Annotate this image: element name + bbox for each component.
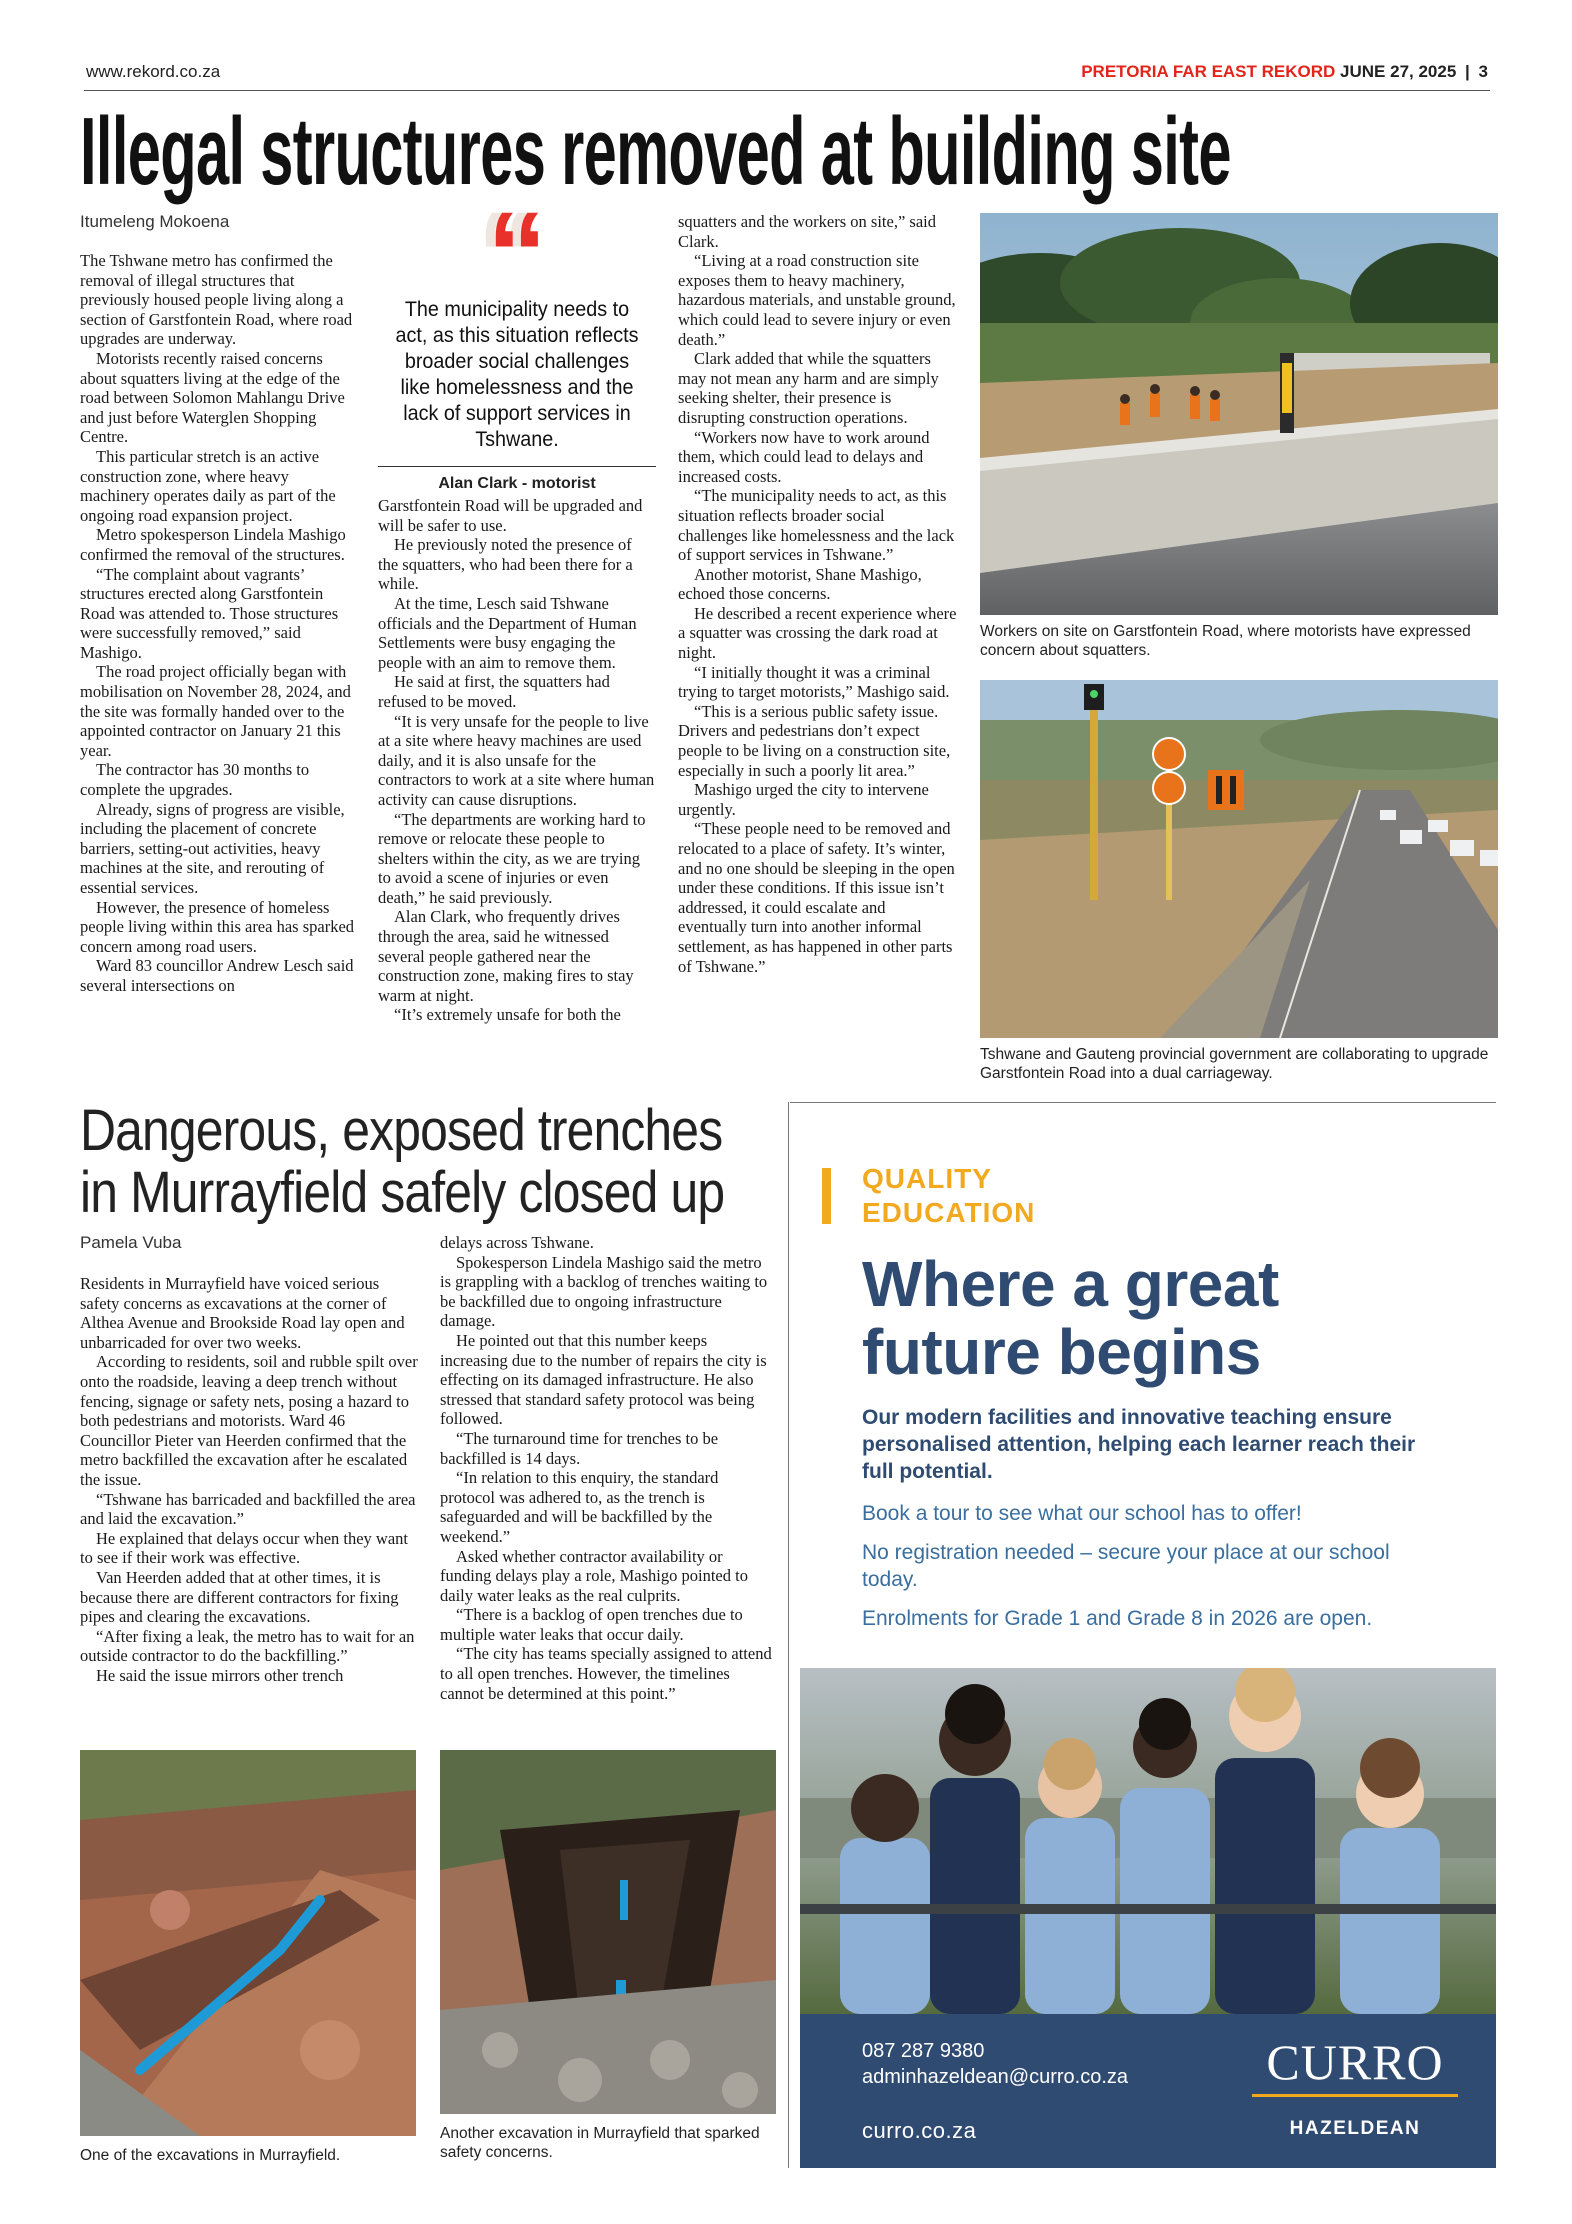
logo-rule — [1252, 2094, 1458, 2097]
paragraph: “In relation to this enquiry, the standard protocol was adhered to, as the trench is safeguarded and will be backfilled by the weekend.” — [440, 1468, 719, 1546]
photo-caption: Another excavation in Murrayfield that sparked safety concerns. — [440, 2125, 760, 2161]
publication-name: PRETORIA FAR EAST REKORD — [1081, 62, 1336, 81]
paragraph: Motorists recently raised concerns about squatters living at the edge of the road between Solomon Mahlangu Drive and just before Waterglen Shopping Centre. — [80, 348, 345, 447]
paragraph: He explained that delays occur when they want to see if their work was effective. — [80, 1528, 409, 1568]
paragraph: He previously noted the presence of the squatters, who had been there for a while. — [378, 535, 633, 594]
photo-road-traffic — [980, 680, 1498, 1038]
paragraph: He said at first, the squatters had refused to be moved. — [378, 672, 610, 711]
ad-footer — [800, 2014, 1496, 2168]
ad-email[interactable]: adminhazeldean@curro.co.za — [862, 2066, 1129, 2088]
article2-column-2 — [440, 1233, 776, 1703]
paragraph: “The complaint about vagrants’ structures erected along Garstfontein Road was attended to. Those structures were successfully removed,” said Mashigo. — [80, 564, 339, 662]
ad-eyebrow — [862, 1162, 1035, 1230]
paragraph: This particular stretch is an active construction zone, where heavy machinery operates daily as part of the ongoing road expansion project. — [80, 446, 336, 525]
ad-headline — [862, 1250, 1279, 1386]
headline-line: Dangerous, exposed trenches — [80, 1098, 723, 1163]
paragraph: Ward 83 councillor Andrew Lesch said several intersections on — [80, 956, 354, 995]
paragraph: Residents in Murrayfield have voiced serious safety concerns as excavations at the corner of Althea Avenue and Brookside Road lay open and unbarricaded for over two weeks. — [80, 1274, 405, 1352]
pullquote-rule — [378, 466, 656, 467]
paragraph: “These people need to be removed and relocated to a place of safety. It’s winter, and no one should be sleeping in the open under these conditions. If this issue isn’t addressed, it could escalate and eventually turn into another informal settlement, as has happened in other parts of Tshwane.” — [678, 819, 955, 976]
paragraph: The Tshwane metro has confirmed the removal of illegal structures that previously housed people living along a section of Garstfontein Road, where road upgrades are underway. — [80, 251, 353, 349]
paragraph: Already, signs of progress are visible, including the placement of concrete barriers, setting-out activities, heavy machines at the site, and rerouting of essential services. — [80, 799, 345, 897]
paragraph: The road project officially began with mobilisation on November 28, 2024, and the site was formally handed over to the appointed contractor on January 21 this year. — [80, 662, 351, 760]
headline-line: future begins — [862, 1316, 1261, 1388]
ad-line: Enrolments for Grade 1 and Grade 8 in 2026 are open. — [862, 1607, 1373, 1630]
headline-line: in Murrayfield safely closed up — [80, 1160, 725, 1225]
article2-byline: Pamela Vuba — [80, 1233, 182, 1252]
curro-logo: CURRO — [1266, 2034, 1444, 2090]
paragraph: “After fixing a leak, the metro has to wait for an outside contractor to do the backfilling.” — [80, 1626, 415, 1666]
pullquote — [378, 187, 656, 493]
paragraph: “It’s extremely unsafe for both the — [394, 1005, 621, 1025]
paragraph: He said the issue mirrors other trench — [96, 1665, 344, 1685]
article-headline: Illegal structures removed at building site — [80, 98, 1231, 205]
paragraph: “There is a backlog of open trenches due to multiple water leaks that occur daily. — [440, 1605, 743, 1644]
paragraph: squatters and the workers on site,” said Clark. — [678, 212, 936, 251]
paragraph: Van Heerden added that at other times, it is because there are different contractors for fixing pipes and clearing the excavations. — [80, 1567, 399, 1627]
photo-caption: One of the excavations in Murrayfield. — [80, 2147, 341, 2164]
paragraph: “Living at a road construction site exposes them to heavy machinery, hazardous materials, and unstable ground, which could lead to severe injury or even death.” — [678, 251, 956, 349]
paragraph: “The city has teams specially assigned to attend to all open trenches. However, the timelines cannot be determined at this point.” — [440, 1644, 772, 1703]
curro-advert[interactable] — [800, 1108, 1496, 2168]
ad-website[interactable]: curro.co.za — [862, 2118, 977, 2143]
paragraph: He pointed out that this number keeps increasing due to the number of repairs the city is effecting on its damaged infrastructure. He also stressed that standard safety protocol was being followed. — [440, 1330, 767, 1429]
paragraph: “The municipality needs to act, as this situation reflects broader social challenges like homelessness and the lack of support services in Tshwane.” — [678, 486, 955, 565]
page-number: 3 — [1478, 62, 1488, 81]
eyebrow-line: EDUCATION — [862, 1197, 1036, 1228]
pullquote-text: The municipality needs to act, as this situation reflects broader social challenges like homelessness and the lack of support services in Tshwane. — [395, 297, 639, 451]
ad-line: No registration needed – secure your place at our school today. — [862, 1541, 1390, 1591]
paragraph: Another motorist, Shane Mashigo, echoed those concerns. — [678, 564, 922, 604]
paragraph: “The departments are working hard to remove or relocate these people to shelters within the city, as we are trying to avoid a scene of injuries or even death,” he said previously. — [378, 809, 646, 907]
pullquote-attribution: Alan Clark - motorist — [438, 475, 596, 492]
paragraph: Mashigo urged the city to intervene urgently. — [678, 780, 929, 819]
paragraph: “Workers now have to work around them, which could lead to delays and increased costs. — [678, 427, 930, 486]
article1-column-2 — [378, 496, 656, 1025]
article1-column-1 — [80, 251, 360, 996]
paragraph: He described a recent experience where a squatter was crossing the dark road at night. — [678, 603, 957, 663]
ad-photo-learners — [800, 1668, 1496, 2014]
article2-headline — [80, 1100, 800, 1224]
issue-date: JUNE 27, 2025 — [1340, 62, 1457, 81]
paragraph: Clark added that while the squatters may not mean any harm and are simply seeking shelter, their presence is disrupting construction operations. — [678, 349, 939, 427]
masthead-info — [1081, 62, 1488, 82]
paragraph: However, the presence of homeless people living within this area has sparked concern among road users. — [80, 897, 355, 956]
paragraph: “Tshwane has barricaded and backfilled the area and laid the excavation.” — [80, 1489, 416, 1529]
paragraph: “I initially thought it was a criminal trying to target motorists,” Mashigo said. — [678, 662, 950, 702]
section-rule — [790, 1102, 1496, 1103]
paragraph: Asked whether contractor availability or funding delays play a role, Mashigo pointed to daily water leaks as the real culprits. — [440, 1546, 748, 1605]
article-byline: Itumeleng Mokoena — [80, 212, 230, 231]
header-rule — [84, 90, 1490, 91]
paragraph: delays across Tshwane. — [440, 1233, 594, 1252]
ad-lead: Our modern facilities and innovative teaching ensure personalised attention, helping each learner reach their full potential. — [862, 1406, 1416, 1483]
photo-excavation-2 — [440, 1750, 776, 2114]
headline-line: Where a great — [862, 1248, 1279, 1320]
separator: | — [1465, 62, 1470, 81]
photo-caption: Workers on site on Garstfontein Road, where motorists have expressed concern about squatters. — [980, 623, 1471, 659]
photo-road-workers — [980, 213, 1498, 615]
paragraph: “The turnaround time for trenches to be backfilled is 14 days. — [440, 1428, 719, 1468]
site-url: www.rekord.co.za — [86, 62, 221, 81]
paragraph: Metro spokesperson Lindela Mashigo confirmed the removal of the structures. — [80, 525, 346, 564]
paragraph: According to residents, soil and rubble spilt over onto the roadside, leaving a deep trench without fencing, signage or safety nets, posing a hazard to both pedestrians and motorists. Ward 46 Councillor Pieter van Heerden confirmed that the metro backfilled the excavation after he escalated the issue. — [80, 1352, 418, 1489]
ad-line: Book a tour to see what our school has to offer! — [862, 1502, 1302, 1525]
article2-column-1 — [80, 1274, 418, 1685]
paragraph: Alan Clark, who frequently drives through the area, said he witnessed several people gathered near the construction zone, making fires to stay warm at night. — [378, 907, 634, 1005]
paragraph: Spokesperson Lindela Mashigo said the metro is grappling with a backlog of trenches waiting to be backfilled due to ongoing infrastructure damage. — [440, 1252, 768, 1331]
ad-phone[interactable]: 087 287 9380 — [862, 2040, 985, 2062]
paragraph: The contractor has 30 months to complete the upgrades. — [80, 760, 310, 800]
section-rule-vertical — [788, 1102, 789, 2168]
paragraph: At the time, Lesch said Tshwane officials and the Department of Human Settlements were busy engaging the people with an aim to remove them. — [378, 593, 637, 672]
paragraph: “It is very unsafe for the people to live at a site where heavy machines are used daily, and it is also unsafe for the contractors to work at a site where human activity can cause disruptions. — [378, 711, 655, 809]
paragraph: “This is a serious public safety issue. Drivers and pedestrians don’t expect people to be living on a construction site, especially in such a poorly lit area.” — [678, 701, 951, 780]
photo-caption: Tshwane and Gauteng provincial government are collaborating to upgrade Garstfontein Road into a dual carriageway. — [980, 1046, 1489, 1082]
eyebrow-bar — [822, 1168, 831, 1224]
photo-excavation-1 — [80, 1750, 416, 2136]
article1-column-3 — [678, 212, 958, 976]
eyebrow-line: QUALITY — [862, 1163, 992, 1194]
quote-mark-icon: “ — [487, 187, 547, 321]
campus-name: HAZELDEAN — [1289, 2118, 1421, 2139]
paragraph: Garstfontein Road will be upgraded and will be safer to use. — [378, 496, 643, 535]
